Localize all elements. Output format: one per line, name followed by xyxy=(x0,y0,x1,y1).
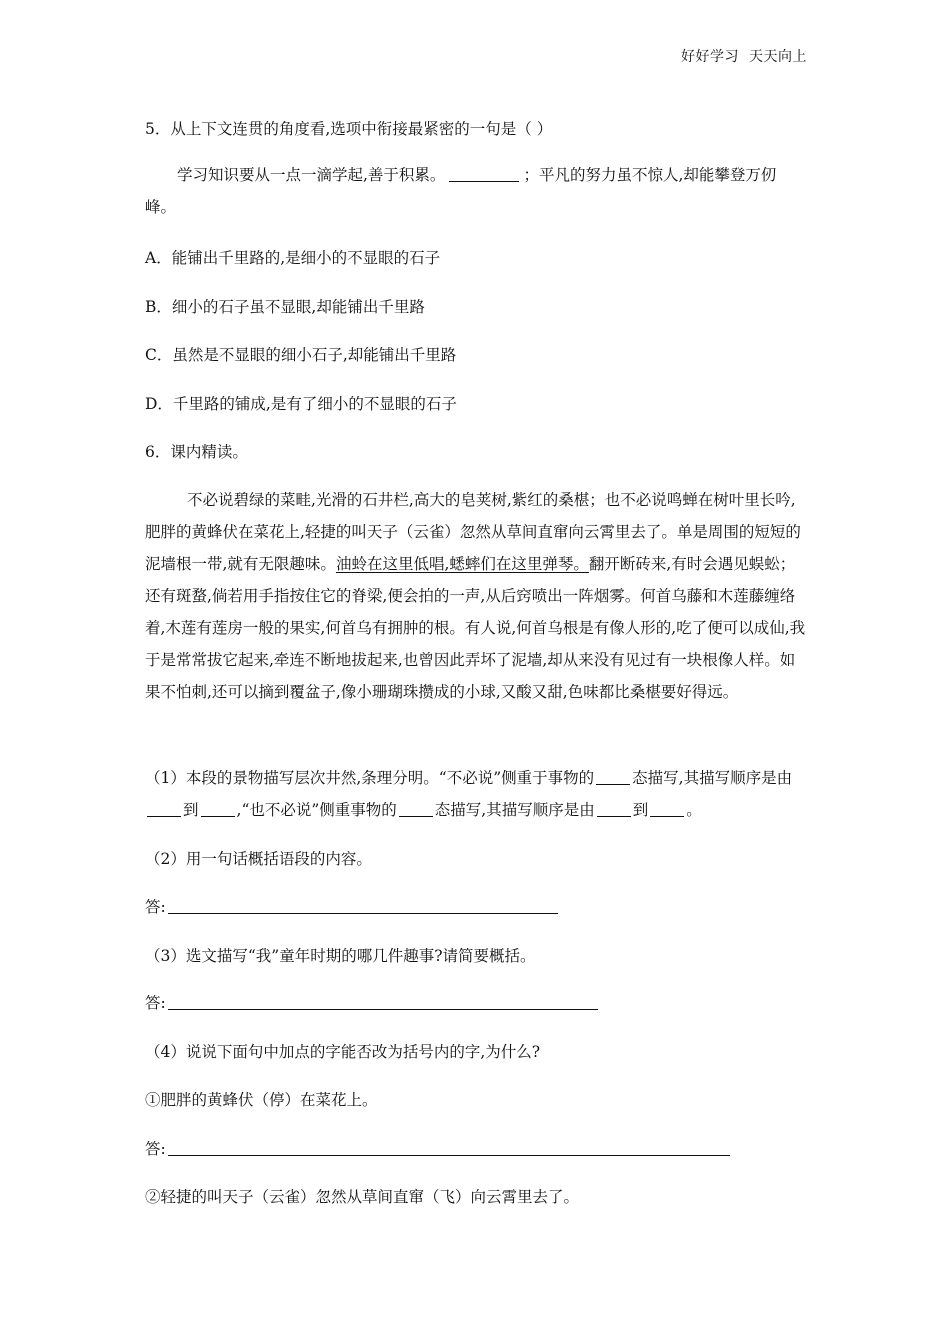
q6-sub3-answer-field[interactable] xyxy=(168,1008,598,1010)
q6-sub1-blank6[interactable] xyxy=(650,801,684,818)
q6-title: 6．课内精读。 xyxy=(145,443,248,461)
q6-sub4-answer1-field[interactable] xyxy=(168,1154,730,1156)
q6-sub3-answer xyxy=(145,991,598,1013)
q6-sub1-blank3[interactable] xyxy=(201,801,235,818)
q6-passage-part1: 不必说碧绿的菜畦,光滑的石井栏,高大的皂荚树,紫红的桑椹；也不必说鸣蝉在树叶里长吟,肥胖的黄蜂伏在菜花上,轻捷的叫天子（云雀）忽然从草间直窜向云霄里去了。单是周围的短短的泥墙根一带,就有无限趣味。 xyxy=(145,491,801,573)
q6-passage-underlined: 油蛉在这里低唱,蟋蟀们在这里弹琴。 xyxy=(335,555,589,573)
q5-passage-pre: 学习知识要从一点一滴学起,善于积累。 xyxy=(177,166,446,184)
q6-sub1-blank1[interactable] xyxy=(596,769,630,786)
q6-sub1 xyxy=(145,762,807,826)
q5-option-c[interactable]: C．虽然是不显眼的细小石子,却能铺出千里路 xyxy=(145,346,457,364)
header-left: 好好学习 xyxy=(681,49,739,65)
q6-passage-part2: 翻开断砖来,有时会遇见蜈蚣；还有斑蝥,倘若用手指按住它的脊梁,便会拍的一声,从后窍喷出一阵烟雾。何首乌藤和木莲藤缠络着,木莲有莲房一般的果实,何首乌有拥肿的根。有人说,何首乌根是有像人形的,吃了便可以成仙,我于是常常拔它起来,牵连不断地拔起来,也曾因此弄坏了泥墙,却从来没有见过有一块根像人样。如果不怕刺,还可以摘到覆盆子,像小珊瑚珠攒成的小球,又酸又甜,色味都比桑椹要好得远。 xyxy=(145,555,806,701)
q6-sub1-t4: ,“也不必说”侧重事物的 xyxy=(236,801,397,819)
q6-sub3: （3）选文描写“我”童年时期的哪几件趣事?请简要概括。 xyxy=(145,947,536,965)
q6-sub1-t5: 态描写,其描写顺序是由 xyxy=(434,801,595,819)
q6-sub1-blank4[interactable] xyxy=(399,801,433,818)
q6-sub3-answer-label: 答: xyxy=(145,994,166,1012)
q6-sub1-blank2[interactable] xyxy=(147,801,181,818)
q6-sub1-t1: （1）本段的景物描写层次井然,条理分明。“不必说”侧重于事物的 xyxy=(145,769,595,787)
q6-sub1-t2: 态描写,其描写顺序是由 xyxy=(632,769,793,787)
q6-sub1-t6: 到 xyxy=(632,801,649,819)
q6-sub1-t3: 到 xyxy=(183,801,199,819)
q6-sub1-blank5[interactable] xyxy=(597,801,631,818)
q6-sub4-answer1 xyxy=(145,1137,730,1159)
q6-sub1-t7: 。 xyxy=(686,801,702,819)
q5-passage-post: ；平凡的努力虽不惊人,却能攀登万仞峰。 xyxy=(145,166,777,216)
header-right: 天天向上 xyxy=(749,49,807,65)
q5-stem: 5．从上下文连贯的角度看,选项中衔接最紧密的一句是（ ） xyxy=(145,120,553,138)
page-header xyxy=(681,46,807,66)
q6-sub4-item2: ②轻捷的叫天子（云雀）忽然从草间直窜（飞）向云霄里去了。 xyxy=(145,1188,580,1206)
q6-sub4: （4）说说下面句中加点的字能否改为括号内的字,为什么? xyxy=(145,1043,541,1061)
q5-blank[interactable] xyxy=(449,166,519,183)
q6-sub2-answer-label: 答: xyxy=(145,898,166,916)
q6-passage xyxy=(145,484,807,708)
q5-option-a[interactable]: A．能铺出千里路的,是细小的不显眼的石子 xyxy=(145,249,441,267)
q6-sub2: （2）用一句话概括语段的内容。 xyxy=(145,850,372,868)
q5-option-d[interactable]: D．千里路的铺成,是有了细小的不显眼的石子 xyxy=(145,395,457,413)
q5-passage xyxy=(145,159,807,223)
q6-sub2-answer-field[interactable] xyxy=(168,912,558,914)
q5-option-b[interactable]: B．细小的石子虽不显眼,却能铺出千里路 xyxy=(145,298,425,316)
q6-sub4-answer1-label: 答: xyxy=(145,1140,166,1158)
q6-sub4-item1: ①肥胖的黄蜂伏（停）在菜花上。 xyxy=(145,1091,378,1109)
q6-sub2-answer xyxy=(145,895,558,917)
